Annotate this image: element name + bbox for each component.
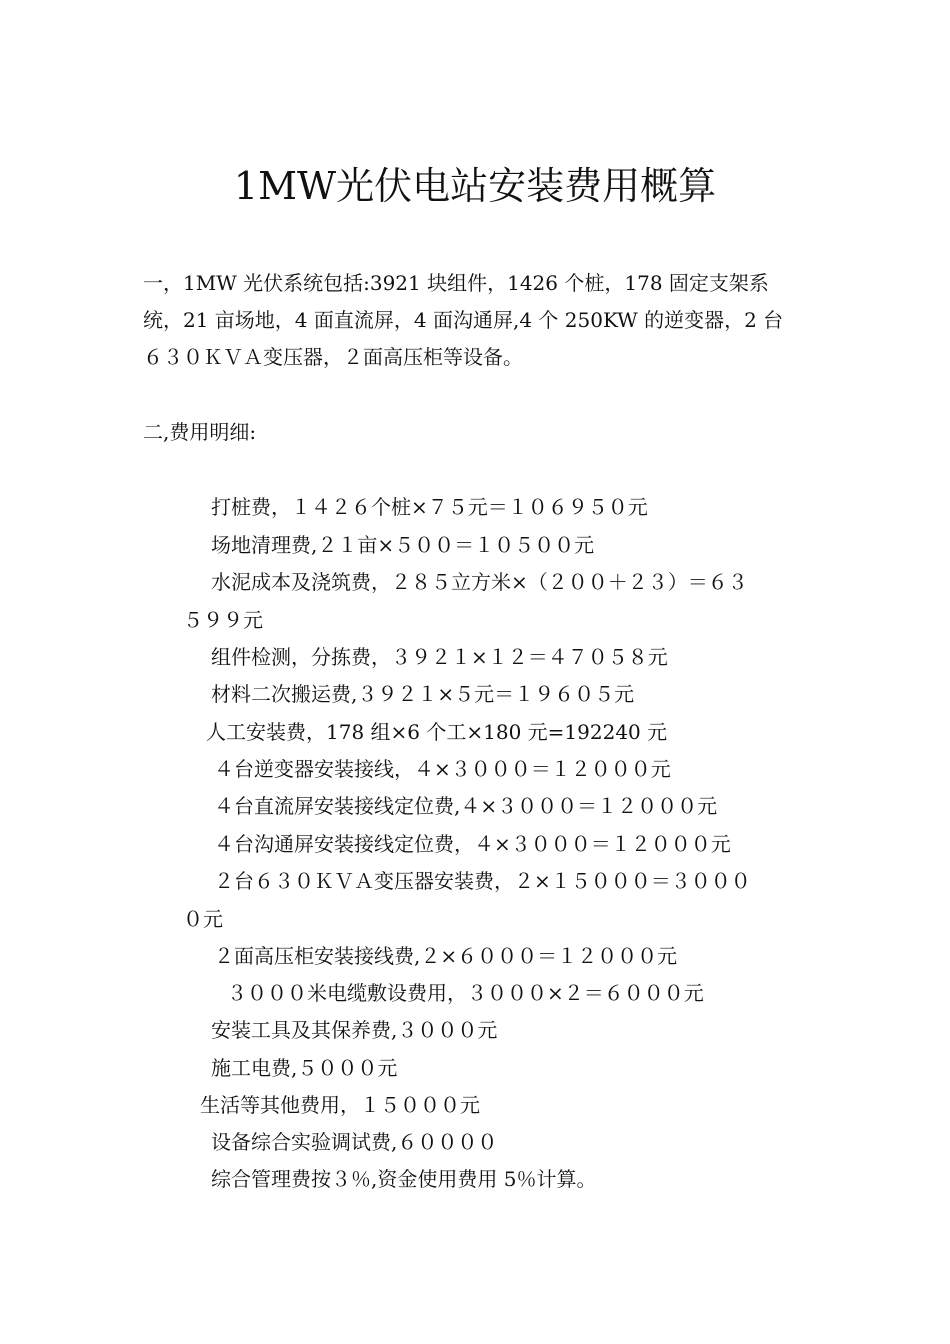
cost-item-transformer-continued: ０元 [183, 907, 223, 931]
cost-item-testing: 设备综合实验调试费,６００００ [211, 1130, 498, 1154]
section-1-paragraph [143, 265, 808, 376]
cost-item-tools: 安装工具及其保养费,３０００元 [211, 1018, 498, 1042]
cost-item-material-transport: 材料二次搬运费,３９２１×５元＝１９６０５元 [211, 682, 635, 706]
document-title: 1MW光伏电站安装费用概算 [233, 164, 717, 208]
cost-item-site-clearing: 场地清理费,２１亩×５００＝１０５００元 [211, 533, 595, 557]
section-1-line-3: ６３０ＫＶＡ变压器，２面高压柜等设备。 [143, 345, 523, 369]
cost-item-dc-panel: ４台直流屏安装接线定位费,４×３０００＝１２０００元 [214, 794, 718, 818]
section-2-heading: 二,费用明细: [143, 420, 257, 444]
cost-item-cable-laying: ３０００米电缆敷设费用，３０００×２＝６０００元 [227, 981, 704, 1005]
cost-item-management: 综合管理费按３％,资金使用费用 5％计算。 [211, 1167, 597, 1191]
section-1-line-1: 一，1MW 光伏系统包括:3921 块组件，1426 个桩，178 固定支架系 [143, 271, 769, 295]
cost-item-transformer: ２台６３０ＫＶＡ变压器安装费，２×１５０００＝３０００ [214, 869, 751, 893]
cost-item-labor-installation: 人工安装费，178 组×6 个工×180 元=192240 元 [206, 720, 668, 744]
cost-item-electricity: 施工电费,５０００元 [211, 1056, 398, 1080]
cost-item-hv-cabinet: ２面高压柜安装接线费,２×６０００＝１２０００元 [214, 944, 678, 968]
cost-item-inverter-wiring: ４台逆变器安装接线，４×３０００＝１２０００元 [214, 757, 671, 781]
cost-item-piling: 打桩费，１４２６个桩×７５元＝１０６９５０元 [211, 495, 648, 519]
cost-item-concrete-continued: ５９９元 [183, 608, 263, 632]
cost-item-concrete: 水泥成本及浇筑费，２８５立方米×（２００＋２３）＝６３ [211, 570, 748, 594]
cost-item-communication-panel: ４台沟通屏安装接线定位费，４×３０００＝１２０００元 [214, 832, 731, 856]
cost-item-module-inspection: 组件检测，分拣费，３９２１×１２＝４７０５８元 [211, 645, 668, 669]
cost-item-living-expenses: 生活等其他费用，１５０００元 [200, 1093, 480, 1117]
section-1-line-2: 统，21 亩场地，4 面直流屏，4 面沟通屏,4 个 250KW 的逆变器，2 台 [143, 308, 784, 332]
